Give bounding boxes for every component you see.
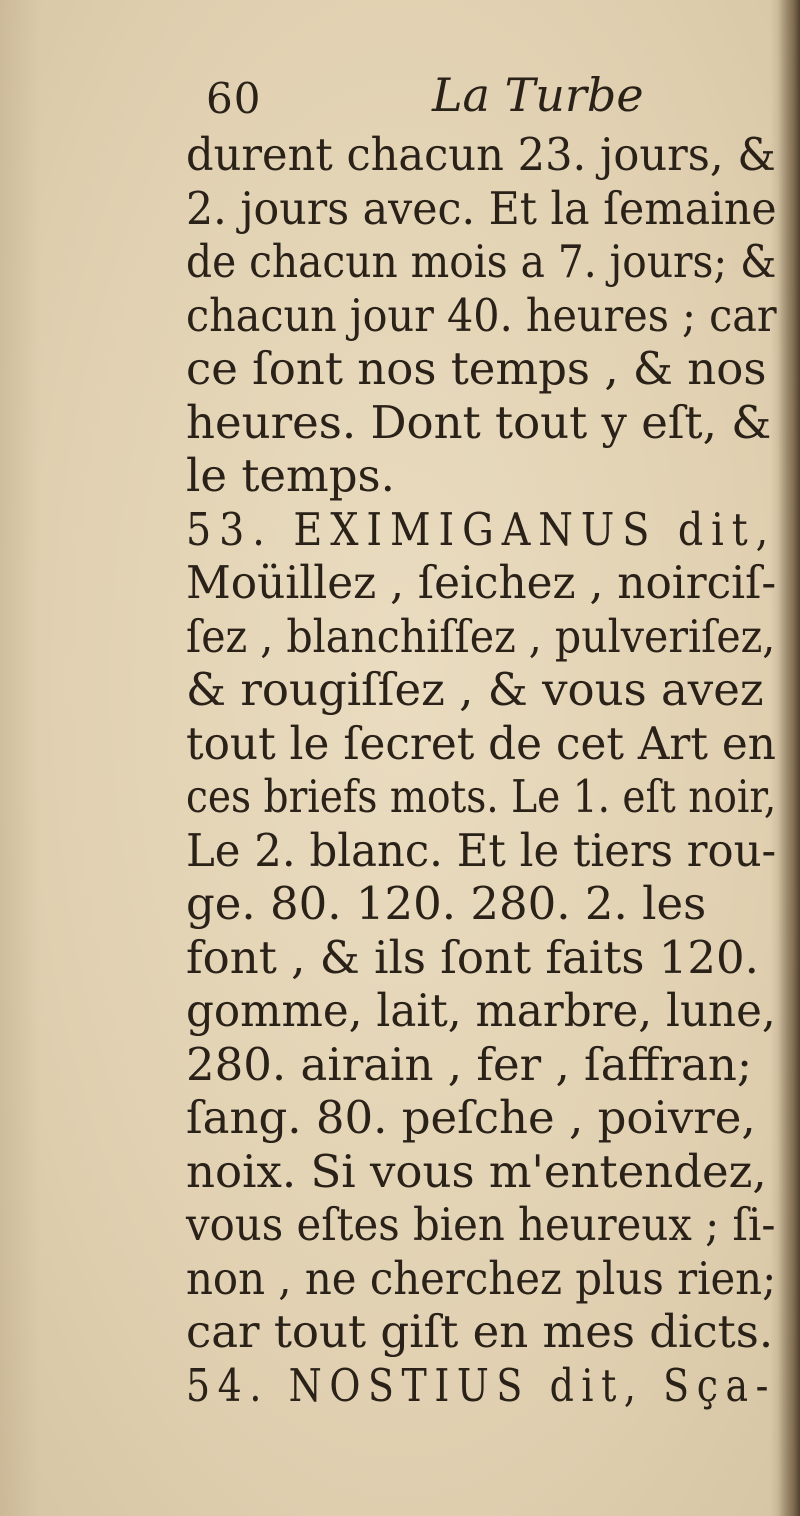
text-line: car tout giſt en mes dicts. — [186, 1305, 774, 1358]
text-line: ces briefs mots. Le 1. eſt noir, — [186, 770, 777, 823]
text-line: gomme, lait, marbre, lune, — [186, 984, 776, 1037]
text-line: font , & ils ſont faits 120. — [186, 930, 759, 984]
text-line: ſang. 80. peſche , poivre, — [186, 1091, 756, 1144]
page-header — [0, 68, 800, 128]
body-text — [186, 128, 776, 1412]
text-line: durent chacun 23. jours, & — [186, 128, 776, 181]
text-line: 54. NOSTIUS dit, Sça- — [186, 1358, 777, 1412]
text-line: vous eſtes bien heureux ; ſi- — [186, 1198, 776, 1251]
text-line: non , ne cherchez plus rien; — [186, 1251, 777, 1305]
text-line: 53. EXIMIGANUS dit, — [186, 502, 777, 556]
text-line: heures. Dont tout y eſt, & — [186, 395, 772, 449]
text-line: de chacun mois a 7. jours; & — [186, 235, 777, 288]
text-line: 280. airain , fer , ſaffran; — [186, 1037, 752, 1091]
text-line: le temps. — [186, 449, 395, 502]
text-line: ge. 80. 120. 280. 2. les — [186, 877, 707, 930]
text-line: & rougiſſez , & vous avez — [186, 663, 764, 716]
text-line: Le 2. blanc. Et le tiers rou- — [186, 823, 777, 877]
text-line: chacun jour 40. heures ; car — [186, 288, 777, 342]
text-line: ce ſont nos temps , & nos — [186, 342, 767, 395]
text-line: 2. jours avec. Et la ſemaine — [186, 181, 777, 235]
page-edge-shadow — [778, 0, 800, 1516]
text-line: noix. Si vous m'entendez, — [186, 1144, 767, 1198]
text-line: Moüillez , ſeichez , noirciſ- — [186, 556, 777, 609]
running-title: La Turbe — [432, 68, 644, 122]
text-line: tout le ſecret de cet Art en — [186, 716, 776, 770]
text-line: ſez , blanchiſſez , pulveriſez, — [186, 609, 776, 663]
page-number: 60 — [206, 74, 262, 123]
